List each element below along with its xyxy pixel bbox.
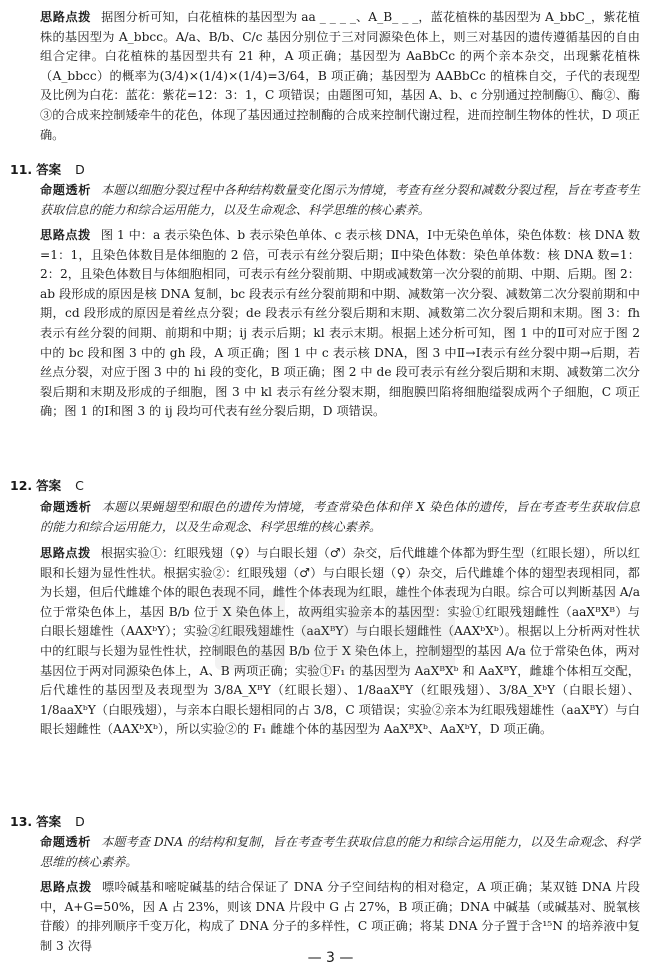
question-number: 11. xyxy=(10,162,33,177)
paragraph-text: 据图分析可知，白花植株的基因型为 aa _ _ _ _、A_B_ _ _，蓝花植株的基因型为 A_bbC_，紫花植株的基因型为 A_bbcc。A/a、B/b、C/c 基因分别位于三对同源染色体上，则三对基因的遗传遵循基因的自由组合定律。白花植株的基因型共有 21 种，A 项正确；基因型为 AaBbCc 的两个亲本杂交，出现紫花植株（A_bbcc）的概率为(3/4)×(1/4)×(1/4)=3/64，B 项正确；基因型为 AABbCc 的植株自交，子代的表现型及比例为白花：蓝花：紫花=12：3：1，C 项错误；由题图可知，基因 A、b、c 分别通过控制酶①、酶②、酶③的合成来控制矮牵牛的花色，体现了基因通过控制酶的合成来控制代谢过程，进而控制生物体的性状，D 项正确。 xyxy=(40,10,640,142)
question-number: 13. xyxy=(10,814,33,829)
answer-line-12 xyxy=(10,476,84,495)
paragraph-analysis-12 xyxy=(40,544,640,740)
answer-line-13 xyxy=(10,812,85,831)
paragraph-analysis-11 xyxy=(40,226,640,422)
paragraph-text: 嘌呤碱基和嘧啶碱基的结合保证了 DNA 分子空间结构的相对稳定，A 项正确；某双链 DNA 片段中，A+G=50%，因 A 占 23%，则该 DNA 片段中 G 占 27%，B 项正确；DNA 中碱基（或碱基对、脱氧核苷酸）的排列顺序千变万化，构成了 DNA 分子的多样性，C 项正确；将某 DNA 分子置于含¹⁵N 的培养液中复制 3 次得 xyxy=(40,880,640,953)
paragraph-analysis-13 xyxy=(40,878,640,956)
answer-value: D xyxy=(75,814,85,829)
answer-value: D xyxy=(75,162,85,177)
paragraph-intent-13 xyxy=(40,833,640,872)
section-tag: 命题透析 xyxy=(40,835,91,849)
question-number: 12. xyxy=(10,478,33,493)
answer-label: 答案 xyxy=(36,162,62,177)
page-number: — 3 — xyxy=(307,950,354,966)
answer-label: 答案 xyxy=(36,814,62,829)
paragraph-text: 根据实验①：红眼残翅（♀）与白眼长翅（♂）杂交，后代雌雄个体都为野生型（红眼长翅），所以红眼和长翅为显性性状。根据实验②：红眼残翅（♂）与白眼长翅（♀）杂交，后代雌雄个体的翅型表现相同，都为长翅，但后代雌雄个体的眼色表现不同，雌性个体表现为红眼，雄性个体表现为白眼。综合可以判断基因 A/a 位于常染色体上，基因 B/b 位于 X 染色体上，故两组实验亲本的基因型：实验①红眼残翅雌性（aaXᴮXᴮ）与白眼长翅雄性（AAXᵇY）；实验②红眼残翅雄性（aaXᴮY）与白眼长翅雌性（AAXᵇXᵇ）。根据以上分析两对性状中的红眼与长翅为显性性状，控制眼色的基因 B/b 位于 X 染色体上，控制翅型的基因 A/a 位于常染色体，两对基因位于两对同源染色体上，A、B 两项正确；实验①F₁ 的基因型为 AaXᴮXᵇ 和 AaXᴮY，雌雄个体相互交配，后代雄性的基因型及表现型为 3/8A_XᴮY（红眼长翅）、1/8aaXᴮY（红眼残翅）、3/8A_XᵇY（白眼长翅）、1/8aaXᵇY（白眼残翅），与亲本白眼长翅相同的占 3/8，C 项错误；实验②亲本为红眼残翅雄性（aaXᴮY）与白眼长翅雌性（AAXᵇXᵇ），所以实验②的 F₁ 雌雄个体的基因型为 AaXᴮXᵇ、AaXᵇY，D 项正确。 xyxy=(40,546,641,737)
section-tag: 命题透析 xyxy=(40,183,92,197)
paragraph-text: 本题考查 DNA 的结构和复制，旨在考查考生获取信息的能力和综合运用能力，以及生命观念、科学思维的核心素养。 xyxy=(40,835,641,869)
paragraph-text: 本题以细胞分裂过程中各种结构数量变化图示为情境，考查有丝分裂和减数分裂过程，旨在考查考生获取信息的能力和综合运用能力，以及生命观念、科学思维的核心素养。 xyxy=(40,183,641,217)
section-tag: 思路点拨 xyxy=(40,10,92,24)
section-tag: 命题透析 xyxy=(40,500,92,514)
answer-line-11 xyxy=(10,160,85,179)
paragraph-analysis-10 xyxy=(40,8,640,145)
paragraph-intent-11 xyxy=(40,181,640,220)
paragraph-text: 图 1 中：a 表示染色体、b 表示染色单体、c 表示核 DNA，Ⅰ中无染色单体，染色体数：核 DNA 数=1：1，且染色体数目是体细胞的 2 倍，可表示有丝分裂后期；Ⅱ中染色体数：染色单体数：核 DNA 数=1：2：2，且染色体数目与体细胞相同，可表示有丝分裂前期、中期或减数第一次分裂的前期、中期、后期。图 2：ab 段形成的原因是核 DNA 复制，bc 段表示有丝分裂前期和中期、减数第一次分裂、减数第二次分裂前期和中期，cd 段形成的原因是着丝点分裂；de 段表示有丝分裂后期和末期、减数第二次分裂后期和末期。图 3：fh 表示有丝分裂的间期、前期和中期；ij 表示后期；kl 表示末期。根据上述分析可知，图 1 中的Ⅱ可对应于图 2 中的 bc 段和图 3 中的 gh 段，A 项正确；图 1 中 c 表示核 DNA，图 3 中Ⅱ→Ⅰ表示有丝分裂中期→后期，若丝点分裂，对应于图 3 中的 hi 段的变化，B 项正确；图 2 中 de 段可表示有丝分裂后期和末期、减数第二次分裂后期和末期及形成的子细胞，图 3 中 kl 表示有丝分裂末期，细胞膜凹陷将细胞缢裂成两个子细胞，C 项正确；图 1 的Ⅰ和图 3 的 ij 段均可代表有丝分裂后期，D 项错误。 xyxy=(40,228,641,419)
paragraph-intent-12 xyxy=(40,498,640,537)
section-tag: 思路点拨 xyxy=(40,880,93,894)
section-tag: 思路点拨 xyxy=(40,546,91,560)
paragraph-text: 本题以果蝇翅型和眼色的遗传为情境，考查常染色体和伴 X 染色体的遗传，旨在考查考生获取信息的能力和综合运用能力，以及生命观念、科学思维的核心素养。 xyxy=(40,500,640,534)
answer-value: C xyxy=(75,478,84,493)
section-tag: 思路点拨 xyxy=(40,228,91,242)
answer-label: 答案 xyxy=(36,478,62,493)
